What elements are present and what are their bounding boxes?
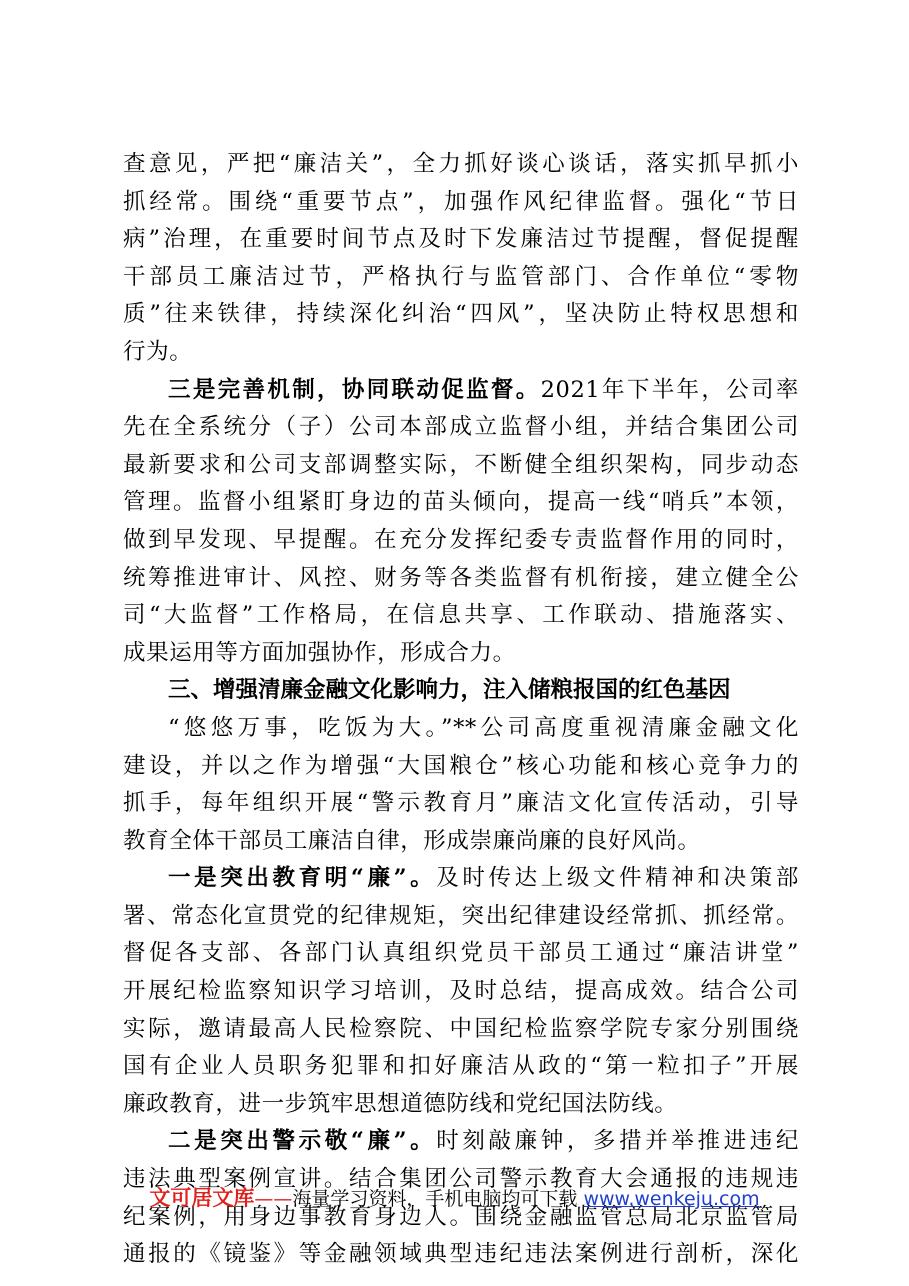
text-line: 廉政教育，进一步筑牢思想道德防线和党纪国法防线。 xyxy=(123,1090,678,1117)
text-fragment: 及时传达上级文件精神和决策部 xyxy=(436,865,799,892)
text-fragment: 时刻敲廉钟，多措并举推进违纪 xyxy=(436,1128,799,1155)
text-line: 纪案例，用身边事教育身边人。围绕金融监管总局北京监管局 xyxy=(123,1203,799,1230)
text-line: 抓经常。围绕“重要节点”，加强作风纪律监督。强化“节日 xyxy=(123,188,799,215)
text-line: 做到早发现、早提醒。在充分发挥纪委专责监督作用的同时， xyxy=(123,526,799,553)
text-line: 最新要求和公司支部调整实际，不断健全组织架构，同步动态 xyxy=(123,451,799,478)
text-line: 行为。 xyxy=(123,338,193,365)
text-line: 病”治理，在重要时间节点及时下发廉洁过节提醒，督促提醒 xyxy=(123,226,799,253)
text-line-first xyxy=(123,1123,799,1161)
text-line: 署、常态化宣贯党的纪律规矩，突出纪律建设经常抓、抓经常。 xyxy=(123,902,799,929)
footer-link[interactable]: www.wenkeju.com xyxy=(583,1188,760,1210)
text-line: 抓手，每年组织开展“警示教育月”廉洁文化宣传活动，引导 xyxy=(123,790,799,817)
text-line: 通报的《镜鉴》等金融领域典型违纪违法案例进行剖析，深化 xyxy=(123,1241,799,1268)
paragraph-lead: 一是突出教育明“廉”。 xyxy=(168,865,437,892)
footer-tagline: 海量学习资料，手机电脑均可下载 xyxy=(292,1188,578,1210)
document-body xyxy=(123,146,799,1274)
text-line-first xyxy=(123,860,799,898)
text-fragment: 2021年下半年，公司率 xyxy=(540,376,799,403)
text-line: 质”往来铁律，持续深化纠治“四风”，坚决防止特权思想和 xyxy=(123,301,799,328)
page-footer xyxy=(0,1182,909,1212)
text-line: “悠悠万事，吃饭为大。”**公司高度重视清廉金融文化 xyxy=(168,714,799,741)
paragraph-education xyxy=(123,860,799,1123)
text-line: 先在全系统分（子）公司本部成立监督小组，并结合集团公司 xyxy=(123,414,799,441)
paragraph-continued xyxy=(123,146,799,372)
footer-dash: —— xyxy=(254,1188,293,1210)
section-heading: 三、增强清廉金融文化影响力，注入储粮报国的红色基因 xyxy=(168,677,731,704)
text-line: 国有企业人员职务犯罪和扣好廉洁从政的“第一粒扣子”开展 xyxy=(123,1053,799,1080)
footer-brand: 文可居文库 xyxy=(149,1186,255,1210)
paragraph-intro xyxy=(123,710,799,860)
text-line: 开展纪检监察知识学习培训，及时总结，提高成效。结合公司 xyxy=(123,978,799,1005)
text-line: 管理。监督小组紧盯身边的苗头倾向，提高一线“哨兵”本领， xyxy=(123,489,799,516)
text-line: 成果运用等方面加强协作，形成合力。 xyxy=(123,639,516,666)
paragraph-mechanism xyxy=(123,372,799,673)
text-line: 教育全体干部员工廉洁自律，形成崇廉尚廉的良好风尚。 xyxy=(123,827,701,854)
text-line: 查意见，严把“廉洁关”，全力抓好谈心谈话，落实抓早抓小 xyxy=(123,151,799,177)
text-line: 统筹推进审计、风控、财务等各类监督有机衔接，建立健全公 xyxy=(123,564,799,591)
text-line: 实际，邀请最高人民检察院、中国纪检监察学院专家分别围绕 xyxy=(123,1015,799,1042)
text-line: 干部员工廉洁过节，严格执行与监管部门、合作单位“零物 xyxy=(123,263,799,290)
text-line: 督促各支部、各部门认真组织党员干部员工通过“廉洁讲堂” xyxy=(123,940,799,967)
text-line-first xyxy=(123,372,799,410)
paragraph-lead: 二是突出警示敬“廉”。 xyxy=(168,1128,437,1155)
text-line: 违法典型案例宣讲。结合集团公司警示教育大会通报的违规违 xyxy=(123,1166,799,1193)
paragraph-lead: 三是完善机制，协同联动促监督。 xyxy=(168,376,541,403)
text-line: 建设，并以之作为增强“大国粮仓”核心功能和核心竞争力的 xyxy=(123,752,799,779)
text-line: 司“大监督”工作格局，在信息共享、工作联动、措施落实、 xyxy=(123,602,799,629)
